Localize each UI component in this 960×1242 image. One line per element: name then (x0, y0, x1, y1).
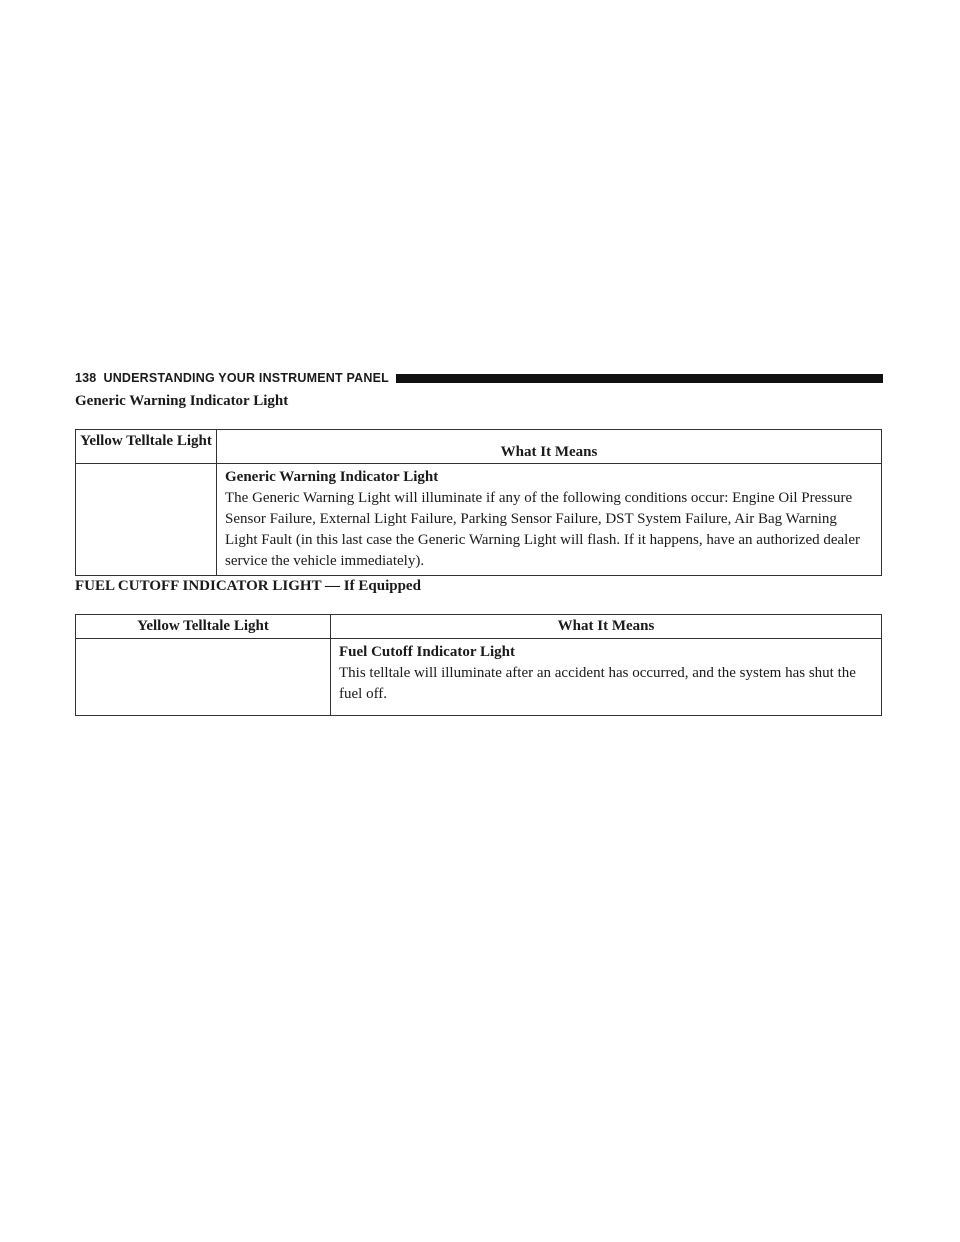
telltale-light-cell (76, 639, 331, 716)
column-header-what-it-means: What It Means (217, 430, 882, 464)
indicator-name: Generic Warning Indicator Light (225, 469, 439, 485)
indicator-description: The Generic Warning Light will illuminate if any of the following conditions occur: Engine Oil Pressure Sensor Failure, External Light Failure, Parking Sensor Failure, DST System Failure, Air Bag Warning Light Fault (in this last case the Generic Warning Light will flash. If it happens, have an authorized dealer service the vehicle immediately). (225, 490, 860, 569)
column-header-what-it-means: What It Means (331, 615, 882, 639)
fuel-cutoff-table (75, 614, 882, 716)
section-title-fuel-cutoff: FUEL CUTOFF INDICATOR LIGHT — If Equipped (75, 578, 421, 594)
table-header-row (76, 430, 882, 464)
indicator-description: This telltale will illuminate after an accident has occurred, and the system has shut the fuel off. (339, 665, 856, 702)
section-title-generic-warning: Generic Warning Indicator Light (75, 393, 289, 409)
what-it-means-cell (217, 464, 882, 576)
section-name: UNDERSTANDING YOUR INSTRUMENT PANEL (103, 371, 389, 385)
page-header (75, 370, 883, 386)
what-it-means-cell (331, 639, 882, 716)
indicator-name: Fuel Cutoff Indicator Light (339, 644, 515, 660)
header-rule (396, 374, 883, 383)
telltale-light-cell (76, 464, 217, 576)
column-header-telltale-light: Yellow Telltale Light (76, 615, 331, 639)
page-number: 138 (75, 371, 97, 385)
column-header-telltale-light: Yellow Telltale Light (76, 430, 217, 464)
table-header-row (76, 615, 882, 639)
table-row (76, 639, 882, 716)
generic-warning-table (75, 429, 882, 576)
table-row (76, 464, 882, 576)
